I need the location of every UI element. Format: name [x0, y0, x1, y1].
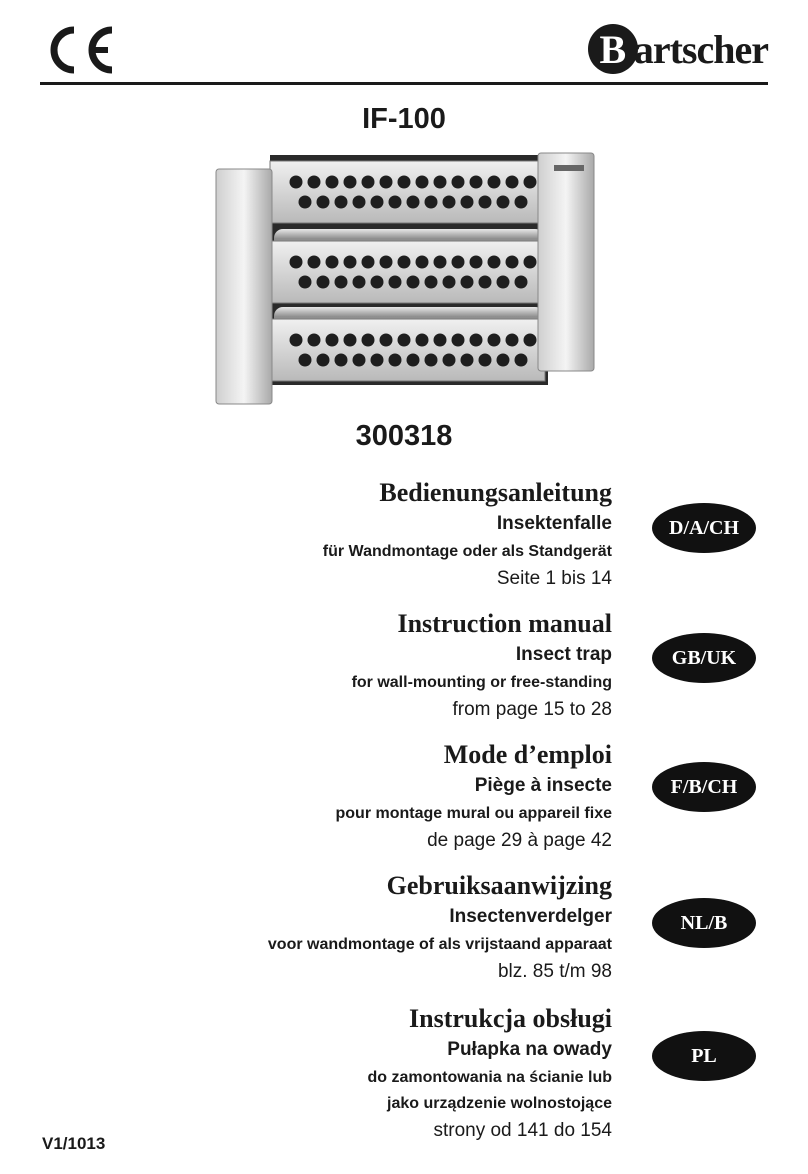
section-subtitle: do zamontowania na ścianie lub	[367, 1069, 612, 1086]
ce-mark-icon	[40, 22, 118, 78]
section-de	[52, 477, 612, 593]
brand-logo-text: artscher	[633, 26, 768, 72]
language-badge-nl: NL/B	[652, 898, 756, 948]
section-product-name: Piège à insecte	[474, 775, 612, 796]
section-pages: Seite 1 bis 14	[496, 568, 612, 589]
language-badge-gb: GB/UK	[652, 633, 756, 683]
section-pages: de page 29 à page 42	[427, 830, 612, 851]
section-product-name: Insectenverdelger	[449, 906, 612, 927]
section-pl	[52, 1003, 612, 1145]
section-title: Instruction manual	[397, 609, 612, 638]
section-subtitle: pour montage mural ou appareil fixe	[335, 805, 612, 822]
section-title: Mode d’emploi	[443, 740, 612, 769]
section-product-name: Pułapka na owady	[447, 1039, 612, 1060]
language-badge-de: D/A/CH	[652, 503, 756, 553]
section-subtitle: for wall-mounting or free-standing	[351, 674, 612, 691]
section-fr	[52, 739, 612, 855]
section-nl	[52, 870, 612, 986]
section-title: Instrukcja obsługi	[409, 1004, 612, 1033]
section-subtitle: jako urządzenie wolnostojące	[387, 1095, 612, 1112]
section-product-name: Insektenfalle	[496, 513, 612, 534]
section-subtitle: für Wandmontage oder als Standgerät	[322, 543, 612, 560]
section-title: Bedienungsanleitung	[379, 478, 612, 507]
section-product-name: Insect trap	[515, 644, 612, 665]
model-name: IF-100	[362, 103, 446, 135]
header-divider	[40, 82, 768, 85]
language-badge-pl: PL	[652, 1031, 756, 1081]
brand-logo-letter: B	[588, 24, 638, 74]
document-version: V1/1013	[42, 1134, 106, 1153]
article-number: 300318	[355, 420, 453, 452]
language-badge-fr: F/B/CH	[652, 762, 756, 812]
section-pages: strony od 141 do 154	[433, 1120, 612, 1141]
section-pages: blz. 85 t/m 98	[497, 961, 612, 982]
section-title: Gebruiksaanwijzing	[386, 871, 612, 900]
brand-logo	[588, 18, 768, 80]
section-subtitle: voor wandmontage of als vrijstaand apparaat	[267, 936, 612, 953]
section-gb	[52, 608, 612, 724]
section-pages: from page 15 to 28	[452, 699, 612, 720]
insect-trap-photo	[210, 147, 600, 412]
